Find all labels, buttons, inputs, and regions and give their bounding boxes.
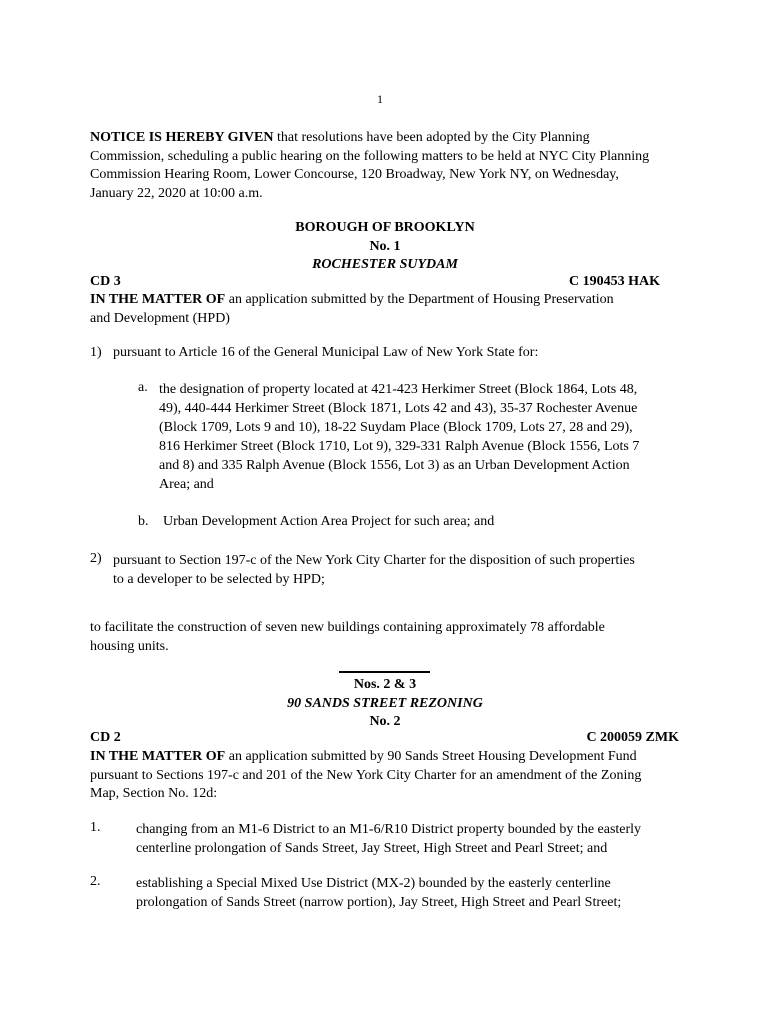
- section1-item1-text: pursuant to Article 16 of the General Municipal Law of New York State for:: [113, 345, 539, 360]
- borough-title: BOROUGH OF BROOKLYN: [295, 220, 475, 235]
- section2-heading: [90, 676, 680, 732]
- section1-item1-number: 1): [90, 345, 102, 360]
- section1-number: No. 1: [369, 238, 401, 254]
- notice-line-3: Commission Hearing Room, Lower Concourse, 120 Broadway, New York NY, on Wednesday,: [90, 167, 619, 182]
- section1-matter: IN THE MATTER OF an application submitted by the Department of Housing Preservation and Development (HPD): [90, 292, 614, 326]
- notice-lead: NOTICE IS HEREBY GIVEN: [90, 130, 274, 145]
- section-divider: [339, 671, 430, 673]
- notice-line-1: NOTICE IS HEREBY GIVEN that resolutions have been adopted by the City Planning: [90, 130, 590, 145]
- section1-sub-b-text: Urban Development Action Area Project for such area; and: [163, 514, 495, 529]
- section1-sub-a-number: a.: [138, 380, 148, 395]
- section1-cd: CD 3: [90, 274, 121, 289]
- notice-line-2: Commission, scheduling a public hearing on the following matters to be held at NYC City Planning: [90, 148, 650, 164]
- section2-item2-number: 2.: [90, 874, 101, 889]
- section2-cd: CD 2: [90, 730, 121, 745]
- section1-item2-number: 2): [90, 551, 102, 566]
- section2-item2-text: establishing a Special Mixed Use District (MX-2) bounded by the easterly centerline prolongation of Sands Street (narrow portion), Jay Street, High Street and Pearl Street;: [136, 876, 622, 910]
- section2-numbers: Nos. 2 & 3: [353, 677, 417, 692]
- section2-case-number: C 200059 ZMK: [586, 730, 679, 745]
- section2-item1-number: 1.: [90, 820, 101, 835]
- section2-matter: IN THE MATTER OF an application submitted by 90 Sands Street Housing Development Fund pursuant to Sections 197-c and 201 of the New York City Charter for an amendment of the Zoning Map, Section No. 12d:: [90, 749, 642, 801]
- section1-sub-a-text: the designation of property located at 421-423 Herkimer Street (Block 1864, Lots 48, 49), 440-444 Herkimer Street (Block 1871, Lots 42 and 43), 35-37 Rochester Avenue (Block 1709, Lots 9 and 10), 18-22 Suydam Place (Block 1709, Lots 27, 28 and 29), 816 Herkimer Street (Block 1710, Lot 9), 329-331 Ralph Avenue (Block 1556, Lots 7 and 8) and 335 Ralph Avenue (Block 1556, Lot 3) as an Urban Development Action Area; and: [159, 382, 640, 492]
- section1-matter-lead: IN THE MATTER OF: [90, 292, 226, 307]
- section2-item1-text: changing from an M1-6 District to an M1-6/R10 District property bounded by the easterly centerline prolongation of Sands Street, Jay Street, High Street and Pearl Street; and: [136, 822, 642, 856]
- section2-project: 90 SANDS STREET REZONING: [287, 695, 483, 711]
- section1-heading: [90, 219, 680, 275]
- page-number: 1: [377, 92, 383, 106]
- section1-item2-text: pursuant to Section 197-c of the New York City Charter for the disposition of such properties to a developer to be selected by HPD;: [113, 553, 635, 587]
- notice-paragraph: [90, 129, 690, 203]
- section1-case-number: C 190453 HAK: [569, 274, 660, 289]
- section2-matter-lead: IN THE MATTER OF: [90, 749, 226, 764]
- notice-line-4: January 22, 2020 at 10:00 a.m.: [90, 185, 263, 201]
- section1-project: ROCHESTER SUYDAM: [312, 257, 458, 272]
- section1-sub-b-number: b.: [138, 514, 149, 529]
- section2-number: No. 2: [369, 714, 401, 729]
- section1-facilitate: to facilitate the construction of seven new buildings containing approximately 78 affordable housing units.: [90, 620, 605, 654]
